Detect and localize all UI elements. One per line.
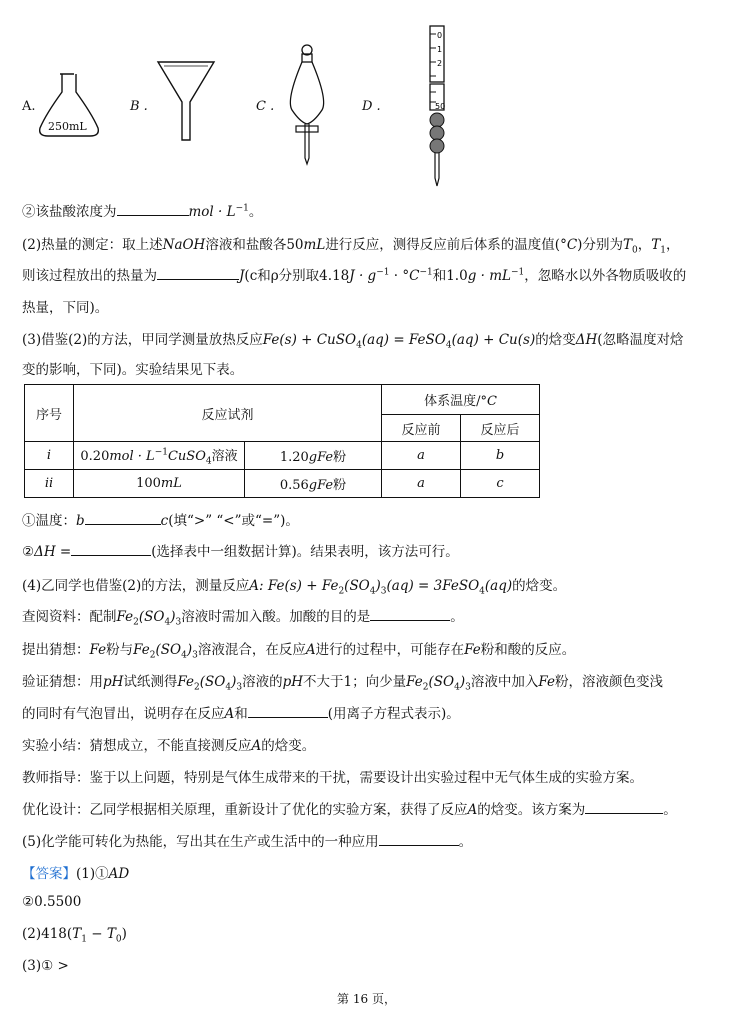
experiment-table [24,384,540,498]
separatory-funnel-icon [282,40,332,170]
burette-icon [420,22,456,190]
funnel-icon [154,58,218,144]
q2-heat-line-1: (2)热量的测定：取上述NaOH溶液和盐酸各50mL进行反应，测得反应前后体系的温度值(°C)分别为$T_0$，$T_1$， [22,237,680,256]
option-b-label: B . [130,99,148,114]
fe-mass-cell: 0.56gFe粉 [245,470,382,498]
q4-line-8: 优化设计：乙同学根据相关原理，重新设计了优化的实验方案，获得了反应A的焓变。该方案为 。 [22,802,677,818]
compare-blank[interactable] [85,512,161,525]
answer-tag: 【答案】 [22,866,76,882]
burette-mark-2: 2 [437,59,443,68]
option-a-label: A. [22,99,36,114]
temp-before-cell: a [382,470,461,498]
q5-line: (5)化学能可转化为热能，写出其在生产或生活中的一种应用 。 [22,834,473,850]
answer-line-3: $(2)418(T_1 - T_0)$ [22,926,127,945]
answer-line-1: 【答案】(1)①AD [22,866,130,882]
concentration-blank[interactable] [117,203,189,216]
q3-enthalpy-line: ②ΔH = (选择表中一组数据计算)。结果表明，该方法可行。 [22,544,459,560]
q2-heat-line-2: 则该过程放出的热量为 J(c和ρ分别取$4.18J \cdot g^{-1} \cdot ^\circ C^{-1}$和$1.0g \cdot mL^{-1}$，忽略水以外各物质吸收的 [22,267,687,284]
burette-mark-1: 1 [437,45,443,54]
temp-after-cell: b [461,442,540,470]
temp-after-cell: c [461,470,540,498]
row-no: i [25,442,74,470]
page-number: 第 16 页， [337,992,396,1006]
table-header-temp: 体系温度/°C [382,385,540,415]
cuso4-cell: $0.20mol \cdot L^{-1}CuSO_4$溶液 [74,442,245,470]
enthalpy-blank[interactable] [71,543,151,556]
q4-line-1: (4)乙同学也借鉴(2)的方法，测量反应A: $Fe(s) + Fe_2(SO_4)_3(aq)$ = 3FeSO$_4$(aq)的焓变。 [22,578,567,597]
q4-line-3: 提出猜想：Fe粉与$Fe_2(SO_4)_3$溶液混合，在反应A进行的过程中，可能存在Fe粉和酸的反应。 [22,642,576,661]
table-row [25,442,540,470]
heat-blank[interactable] [157,267,239,280]
q4-line-6: 实验小结：猜想成立，不能直接测反应A的焓变。 [22,738,316,754]
acid-purpose-blank[interactable] [370,608,450,621]
q2-heat-line-3: 热量，下同)。 [22,300,109,316]
burette-mark-0: 0 [437,31,443,40]
q3-line-1: (3)借鉴(2)的方法，甲同学测量放热反应Fe(s) + CuSO$_4$(aq) = FeSO$_4$(aq) + Cu(s)的焓变ΔH(忽略温度对焓 [22,332,684,351]
answer-line-2: ②0.5500 [22,894,82,910]
q4-line-4: 验证猜想：用pH试纸测得$Fe_2(SO_4)_3$溶液的pH不大于1；向少量$Fe_2(SO_4)_3$溶液中加入Fe粉，溶液颜色变浅 [22,674,663,693]
plan-blank[interactable] [585,801,663,814]
temp-before-cell: a [382,442,461,470]
conical-flask-icon [36,70,102,142]
q4-line-7: 教师指导：鉴于以上问题，特别是气体生成带来的干扰，需要设计出实验过程中无气体生成的实验方案。 [22,770,643,786]
table-header-after: 反应后 [461,415,540,442]
table-header-before: 反应前 [382,415,461,442]
q3-temp-compare-line: ①温度：b c(填“>” “<”或“=”)。 [22,513,299,529]
q3-line-2: 变的影响，下同)。实验结果见下表。 [22,362,244,378]
q1-concentration-line: ②该盐酸浓度为 mol · $L^{-1}$。 [22,203,263,220]
ionic-equation-blank[interactable] [248,705,328,718]
option-d-label: D . [362,99,381,114]
burette-mark-50: 50 [435,102,446,111]
answer-line-4: (3)① > [22,958,69,974]
table-header-reagent: 反应试剂 [74,385,382,442]
table-row [25,470,540,498]
flask-volume-text: 250mL [48,120,87,133]
option-c-label: C . [256,99,275,114]
application-blank[interactable] [379,833,459,846]
table-header-no: 序号 [25,385,74,442]
row-no: ii [25,470,74,498]
volume-cell: 100mL [74,470,245,498]
fe-mass-cell: 1.20gFe粉 [245,442,382,470]
q4-line-5: 的同时有气泡冒出，说明存在反应A和 (用离子方程式表示)。 [22,706,460,722]
q4-line-2: 查阅资料：配制$Fe_2(SO_4)_3$溶液时需加入酸。加酸的目的是 。 [22,609,464,628]
